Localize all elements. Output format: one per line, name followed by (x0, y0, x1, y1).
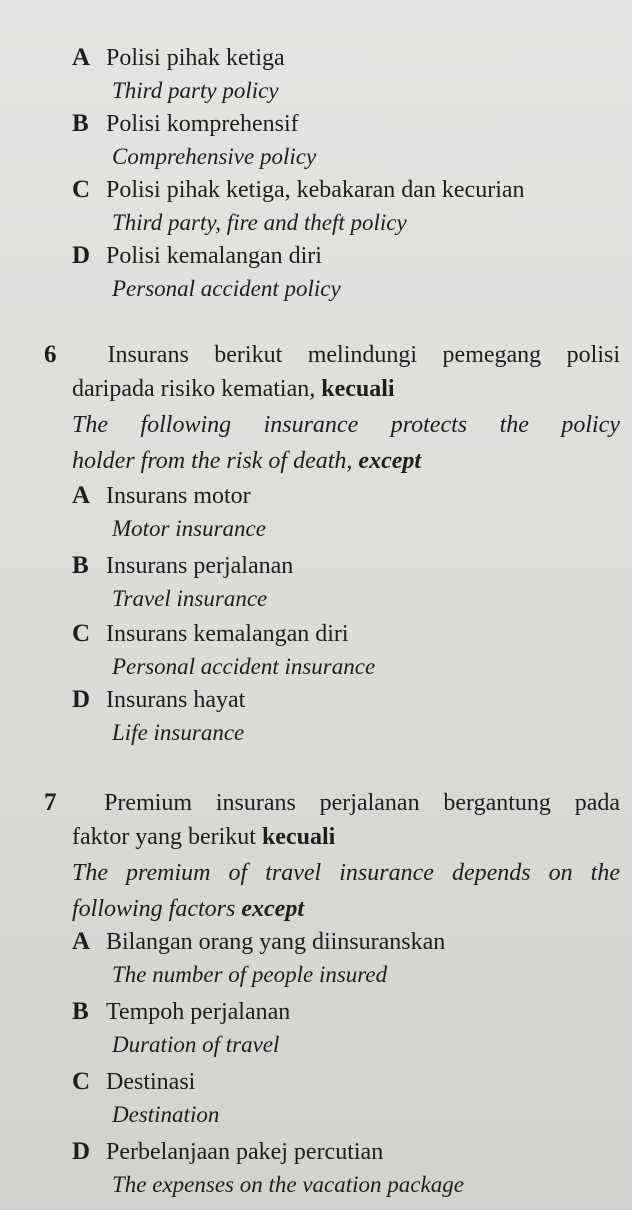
stem-text: following factors (72, 896, 236, 922)
q6-option-d (72, 686, 612, 746)
option-text-en: The number of people insured (112, 962, 388, 987)
option-text-ms: Destinasi (106, 1069, 196, 1095)
option-letter: D (72, 242, 91, 269)
stem-text: The premium of travel insurance depends on the (72, 860, 620, 886)
option-text-ms: Insurans perjalanan (106, 553, 294, 579)
option-letter: B (72, 110, 89, 137)
option-letter: C (72, 1068, 91, 1095)
question-7 (44, 786, 620, 926)
q5-option-a (72, 44, 612, 104)
question-7-stem-ms-line1 (44, 786, 620, 820)
q5-option-d (72, 242, 612, 302)
option-text-ms: Polisi pihak ketiga (106, 45, 285, 71)
option-text-en: The expenses on the vacation package (112, 1172, 464, 1197)
option-text-en: Travel insurance (112, 586, 268, 611)
question-number: 6 (44, 341, 57, 368)
q6-option-c (72, 620, 612, 680)
stem-text: The following insurance protects the policy (72, 412, 620, 438)
option-letter: B (72, 998, 89, 1025)
option-letter: C (72, 176, 91, 203)
stem-text: holder from the risk of death, (72, 448, 353, 474)
option-letter: A (72, 44, 91, 71)
q5-option-b (72, 110, 612, 170)
option-letter: D (72, 686, 91, 713)
keyword: kecuali (261, 824, 336, 850)
q7-option-d (72, 1138, 612, 1198)
option-text-ms: Tempoh perjalanan (106, 999, 291, 1025)
option-text-en: Life insurance (112, 720, 245, 745)
option-text-en: Personal accident insurance (112, 654, 376, 679)
option-text-ms: Polisi pihak ketiga, kebakaran dan kecurian (106, 177, 525, 203)
q7-option-b (72, 998, 612, 1058)
keyword: kecuali (321, 376, 395, 402)
question-6-stem-ms-line1 (44, 338, 620, 372)
option-text-ms: Insurans motor (106, 483, 251, 509)
stem-text: faktor yang berikut (72, 824, 256, 850)
q5-option-c (72, 176, 612, 236)
question-7-stem-ms-line2 (44, 820, 620, 854)
option-text-en: Third party, fire and theft policy (112, 210, 407, 235)
question-number: 7 (44, 789, 57, 816)
option-text-en: Motor insurance (112, 516, 266, 541)
option-text-en: Personal accident policy (112, 276, 341, 301)
keyword: except (241, 896, 304, 922)
question-7-stem-en-line1 (44, 856, 620, 890)
question-6-stem-en-line2 (44, 444, 620, 478)
option-letter: D (72, 1138, 91, 1165)
q7-option-c (72, 1068, 612, 1128)
option-text-ms: Perbelanjaan pakej percutian (106, 1139, 384, 1165)
option-text-en: Duration of travel (112, 1032, 280, 1057)
question-6 (44, 338, 620, 478)
q7-option-a (72, 928, 612, 988)
option-text-ms: Bilangan orang yang diinsuranskan (106, 929, 446, 955)
option-text-ms: Insurans kemalangan diri (106, 621, 349, 647)
stem-text: daripada risiko kematian, (72, 376, 316, 402)
stem-text: Premium insurans perjalanan bergantung pada (104, 790, 620, 816)
option-text-ms: Polisi kemalangan diri (106, 243, 322, 269)
stem-text: Insurans berikut melindungi pemegang polisi (107, 342, 620, 368)
keyword: except (358, 448, 422, 474)
option-letter: C (72, 620, 91, 647)
option-text-en: Third party policy (112, 78, 279, 103)
option-text-en: Destination (112, 1102, 220, 1127)
q6-option-a (72, 482, 612, 542)
option-letter: B (72, 552, 89, 579)
option-text-ms: Polisi komprehensif (106, 111, 299, 137)
q6-option-b (72, 552, 612, 612)
question-6-stem-en-line1 (44, 408, 620, 442)
option-letter: A (72, 482, 91, 509)
option-letter: A (72, 928, 91, 955)
option-text-ms: Insurans hayat (106, 687, 246, 713)
option-text-en: Comprehensive policy (112, 144, 317, 169)
question-6-stem-ms-line2 (44, 372, 620, 406)
question-7-stem-en-line2 (44, 892, 620, 926)
